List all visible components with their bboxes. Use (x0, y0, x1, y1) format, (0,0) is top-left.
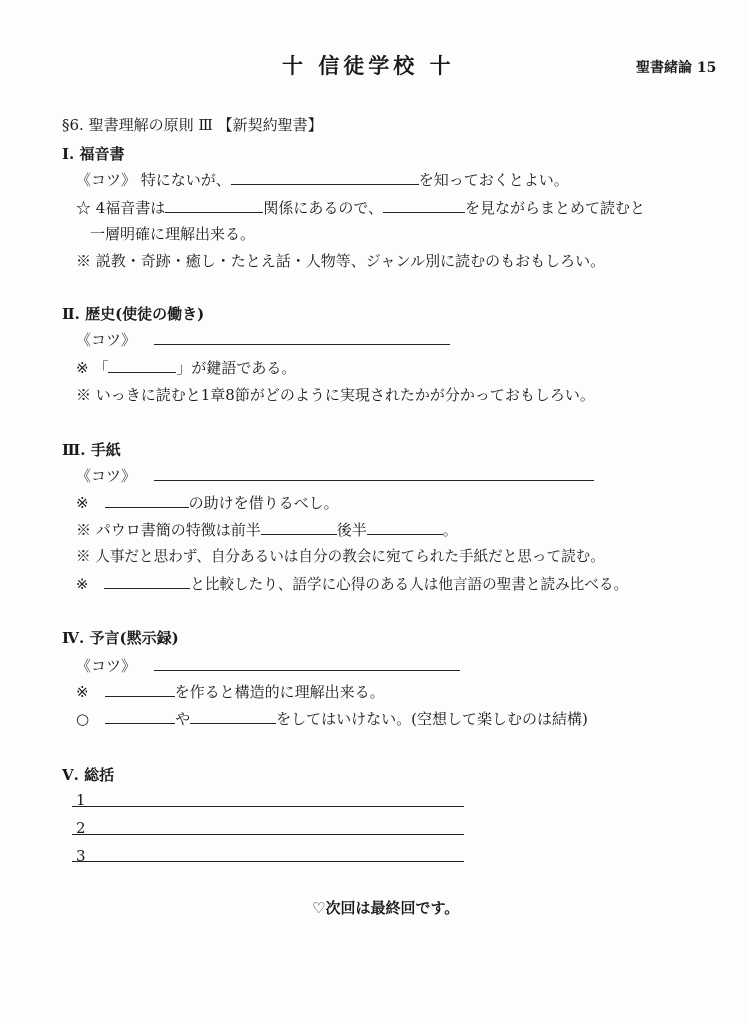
letters-note-3: ※ 人事だと思わず、自分あるいは自分の教会に宛てられた手紙だと思って読む。 (76, 548, 605, 565)
gospels-line-1-pre: 《コツ》 特にないが、 (76, 171, 231, 189)
gospels-line-4: ※ 説教・奇跡・癒し・たとえ話・人物等、ジャンル別に読むのもおもしろい。 (76, 252, 606, 270)
letters-heading: Ⅲ. 手紙 (62, 441, 121, 459)
summary-line-1 (72, 806, 464, 807)
letters-note-4-post: と比較したり、語学に心得のある人は他言語の聖書と読み比べる。 (190, 576, 629, 593)
gospels-line-2-mid: 関係にあるので、 (263, 199, 384, 217)
gospels-line-2-post: を見ながらまとめて読むと (465, 199, 646, 217)
fill-blank (154, 466, 594, 481)
letters-note-4-pre: ※ (76, 576, 89, 593)
summary-line-3 (72, 861, 464, 862)
letters-note-1 (76, 493, 339, 513)
gospels-line-3: 一層明確に理解出来る。 (90, 225, 256, 243)
summary-line-2 (72, 834, 464, 835)
fill-blank (154, 330, 450, 345)
gospels-line-2 (76, 198, 645, 218)
acts-note-1-post: 」が鍵語である。 (176, 359, 297, 377)
acts-kotsu-label: 《コツ》 (76, 331, 137, 349)
fill-blank (367, 520, 443, 535)
acts-kotsu (76, 330, 450, 350)
prophecy-note-1-pre: ※ (76, 683, 89, 701)
letters-kotsu-label: 《コツ》 (76, 467, 137, 485)
prophecy-note-1 (76, 682, 385, 702)
acts-note-2: ※ いっきに読むと1章8節がどのように実現されたかが分かっておもしろい。 (76, 386, 595, 404)
fill-blank (165, 198, 263, 213)
gospels-heading: Ⅰ. 福音書 (62, 145, 125, 163)
letters-note-1-pre: ※ (76, 494, 89, 512)
summary-item-3: 3 (76, 847, 86, 865)
prophecy-kotsu (76, 656, 460, 676)
footer-note: ♡次回は最終回です。 (312, 899, 460, 917)
letters-note-2 (76, 520, 458, 540)
gospels-line-1-post: を知っておくとよい。 (418, 171, 569, 189)
letters-note-2-post: 。 (442, 521, 458, 539)
fill-blank (105, 493, 189, 508)
fill-blank (104, 574, 190, 589)
page-title: 十 信徒学校 十 (282, 53, 455, 78)
fill-blank (231, 170, 419, 185)
prophecy-heading: Ⅳ. 予言(黙示録) (62, 629, 179, 647)
prophecy-kotsu-label: 《コツ》 (76, 657, 137, 675)
acts-note-1 (76, 358, 296, 378)
letters-note-2-pre: ※ パウロ書簡の特徴は前半 (76, 521, 261, 539)
prophecy-note-2-post: をしてはいけない。(空想して楽しむのは結構) (276, 710, 588, 728)
summary-item-1: 1 (76, 791, 86, 809)
summary-heading: Ⅴ. 総括 (62, 766, 115, 784)
fill-blank (261, 520, 337, 535)
acts-heading: Ⅱ. 歴史(使徒の働き) (62, 305, 205, 323)
fill-blank (108, 358, 176, 373)
fill-blank (190, 709, 276, 724)
prophecy-note-2 (76, 709, 588, 729)
course-label: 聖書緒論 15 (636, 60, 717, 76)
letters-note-1-post: の助けを借りるべし。 (188, 494, 339, 512)
summary-item-2: 2 (76, 819, 86, 837)
gospels-line-2-pre: ☆ 4福音書は (76, 199, 166, 217)
prophecy-note-2-mid: や (175, 710, 191, 728)
acts-note-1-pre: ※ 「 (76, 359, 109, 377)
letters-note-2-mid: 後半 (336, 521, 367, 539)
fill-blank (154, 656, 460, 671)
gospels-line-1 (76, 170, 569, 190)
section-heading: §6. 聖書理解の原則 Ⅲ 【新契約聖書】 (62, 116, 323, 134)
prophecy-note-2-pre: ○ (76, 710, 90, 728)
letters-kotsu (76, 466, 594, 486)
fill-blank (105, 682, 175, 697)
fill-blank (383, 198, 465, 213)
fill-blank (105, 709, 175, 724)
prophecy-note-1-post: を作ると構造的に理解出来る。 (174, 683, 385, 701)
letters-note-4 (76, 574, 628, 595)
